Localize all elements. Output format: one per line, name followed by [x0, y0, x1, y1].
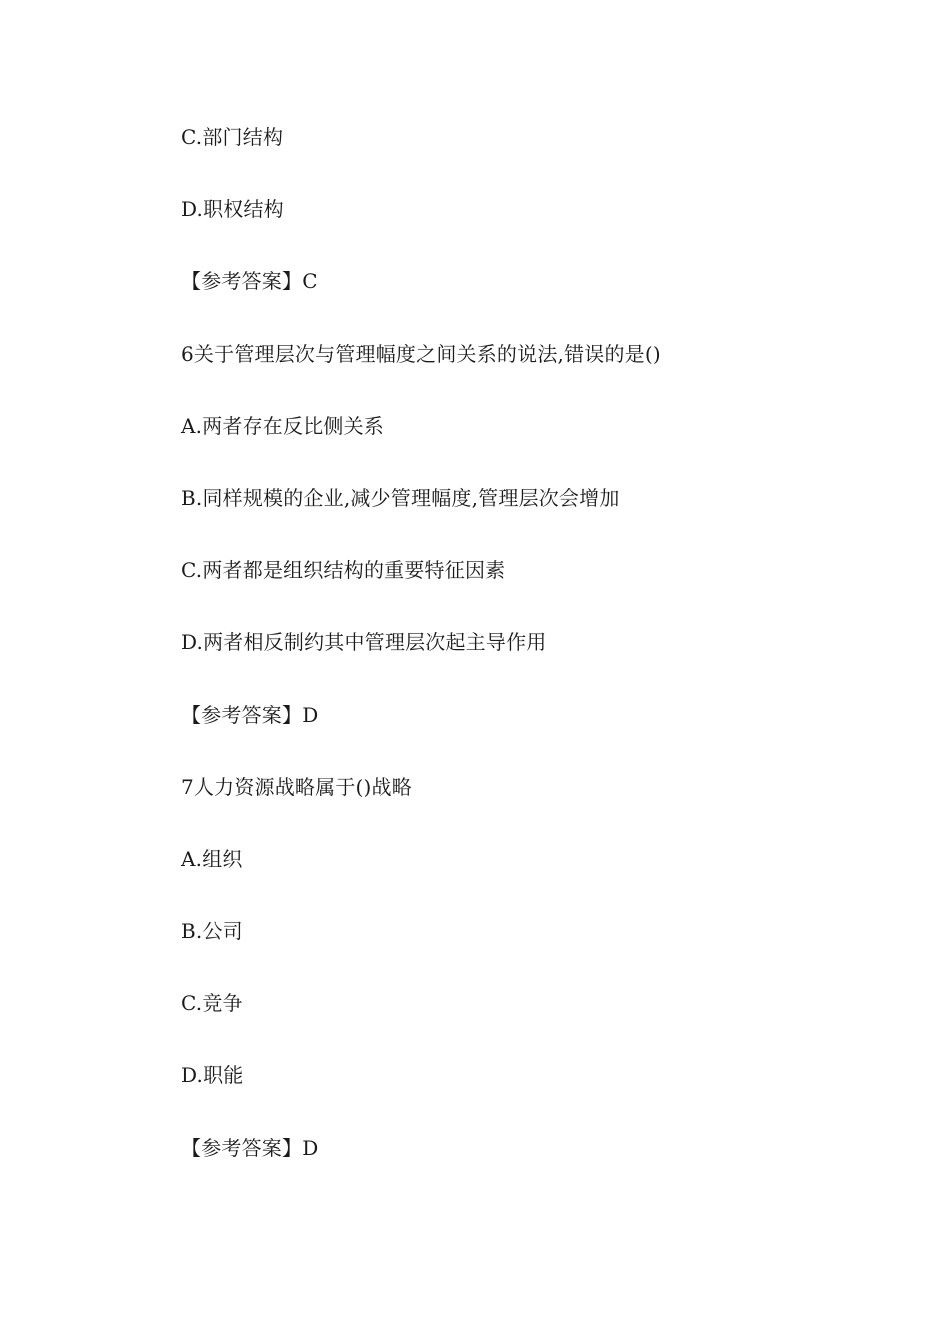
option-c-q7: C.竞争 [181, 991, 243, 1015]
option-a-q7: A.组织 [181, 847, 243, 871]
answer-q6: 【参考答案】D [181, 703, 319, 727]
option-b-q6: B.同样规模的企业,减少管理幅度,管理层次会增加 [181, 486, 620, 510]
option-a-q6: A.两者存在反比侧关系 [181, 414, 385, 438]
option-c-q6: C.两者都是组织结构的重要特征因素 [181, 558, 506, 582]
option-d-q7: D.职能 [181, 1063, 244, 1087]
option-b-q7: B.公司 [181, 919, 243, 943]
option-d-q6: D.两者相反制约其中管理层次起主导作用 [181, 630, 547, 654]
question-6: 6关于管理层次与管理幅度之间关系的说法,错误的是() [181, 342, 661, 366]
answer-q7: 【参考答案】D [181, 1136, 319, 1160]
option-c-q5: C.部门结构 [181, 125, 284, 149]
option-d-q5: D.职权结构 [181, 197, 284, 221]
answer-q5: 【参考答案】C [181, 269, 318, 293]
question-7: 7人力资源战略属于()战略 [181, 775, 412, 799]
